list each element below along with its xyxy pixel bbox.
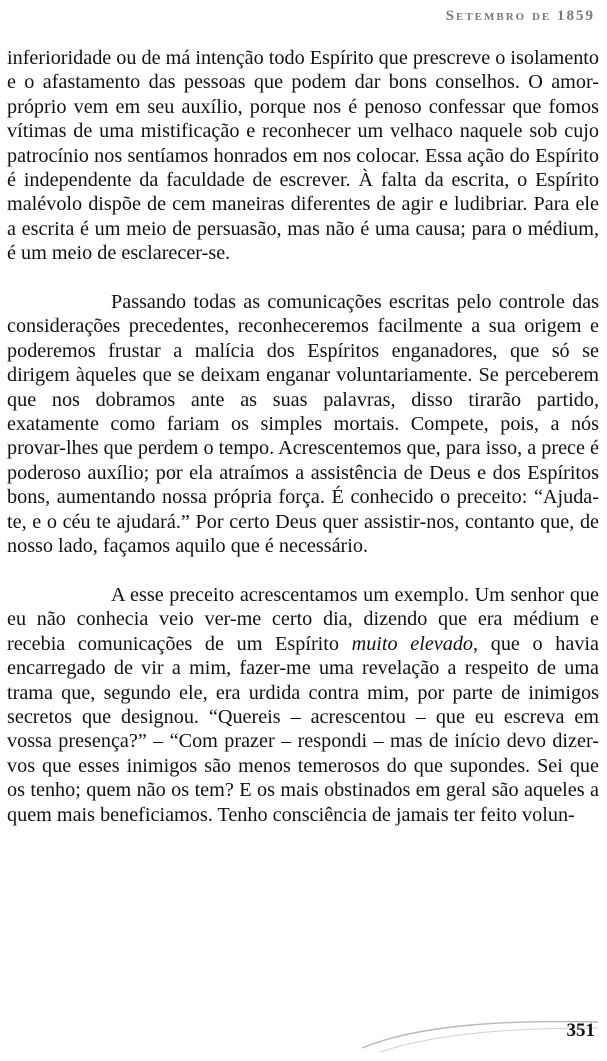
- paragraph-3-part-1: A esse preceito acrescentamos um exemplo. Um senhor que eu não conhecia veio ver-me certo dia, dizendo que era médium e recebia comunicações de um Espírito: [7, 583, 599, 655]
- paragraph-3-part-2: que o havia encarregado de vir a mim, fazer-me uma revelação a respeito de uma trama que, segundo ele, era urdida contra mim, por parte de inimigos secretos que designou. “Quereis – acrescentou – que eu escreva em vossa presença?” – “Com prazer – respondi – mas de início devo dizer-vos que esses inimigos são menos temerosos do que supondes. Sei que os tenho; quem não os tem? E os mais obstinados em geral são aqueles a quem mais beneficiamos. Tenho consciência de jamais ter feito volun-: [7, 632, 599, 826]
- paragraph-1: inferioridade ou de má intenção todo Espírito que prescreve o isolamento e o afastamento das pessoas que podem dar bons conselhos. O amor-próprio vem em seu auxílio, porque nos é penoso confessar que fomos vítimas de uma mistificação e reconhecer um velhaco naquele sob cujo patrocínio nos sentíamos honrados em nos colocar. Essa ação do Espírito é independente da faculdade de escrever. À falta da escrita, o Espírito malévolo dispõe de cem maneiras diferentes de agir e ludibriar. Para ele a escrita é um meio de persuasão, mas não é uma causa; para o médium, é um meio de esclarecer-se.: [7, 47, 599, 265]
- running-header: Setembro de 1859: [445, 8, 595, 24]
- emphasized-text: muito elevado,: [351, 632, 479, 655]
- page-number: 351: [566, 1020, 595, 1041]
- paragraph-3: [7, 583, 599, 827]
- paragraph-2: Passando todas as comunicações escritas pelo controle das considerações precedentes, reconheceremos facilmente a sua origem e poderemos frustar a malícia dos Espíritos enganadores, que só se dirigem àqueles que se deixam enganar voluntariamente. Se perceberem que nos dobramos ante as suas palavras, disso tirarão partido, exatamente como fariam os simples mortais. Compete, pois, a nós provar-lhes que perdem o tempo. Acrescentemos que, para isso, a prece é poderoso auxílio; por ela atraímos a assistência de Deus e dos Espíritos bons, aumentando nossa própria força. É conhecido o preceito: “Ajuda-te, e o céu te ajudará.” Por certo Deus quer assistir-nos, contanto que, de nosso lado, façamos aquilo que é necessário.: [7, 291, 599, 558]
- page-body: [7, 46, 599, 851]
- page-curve-ornament: [360, 1016, 600, 1056]
